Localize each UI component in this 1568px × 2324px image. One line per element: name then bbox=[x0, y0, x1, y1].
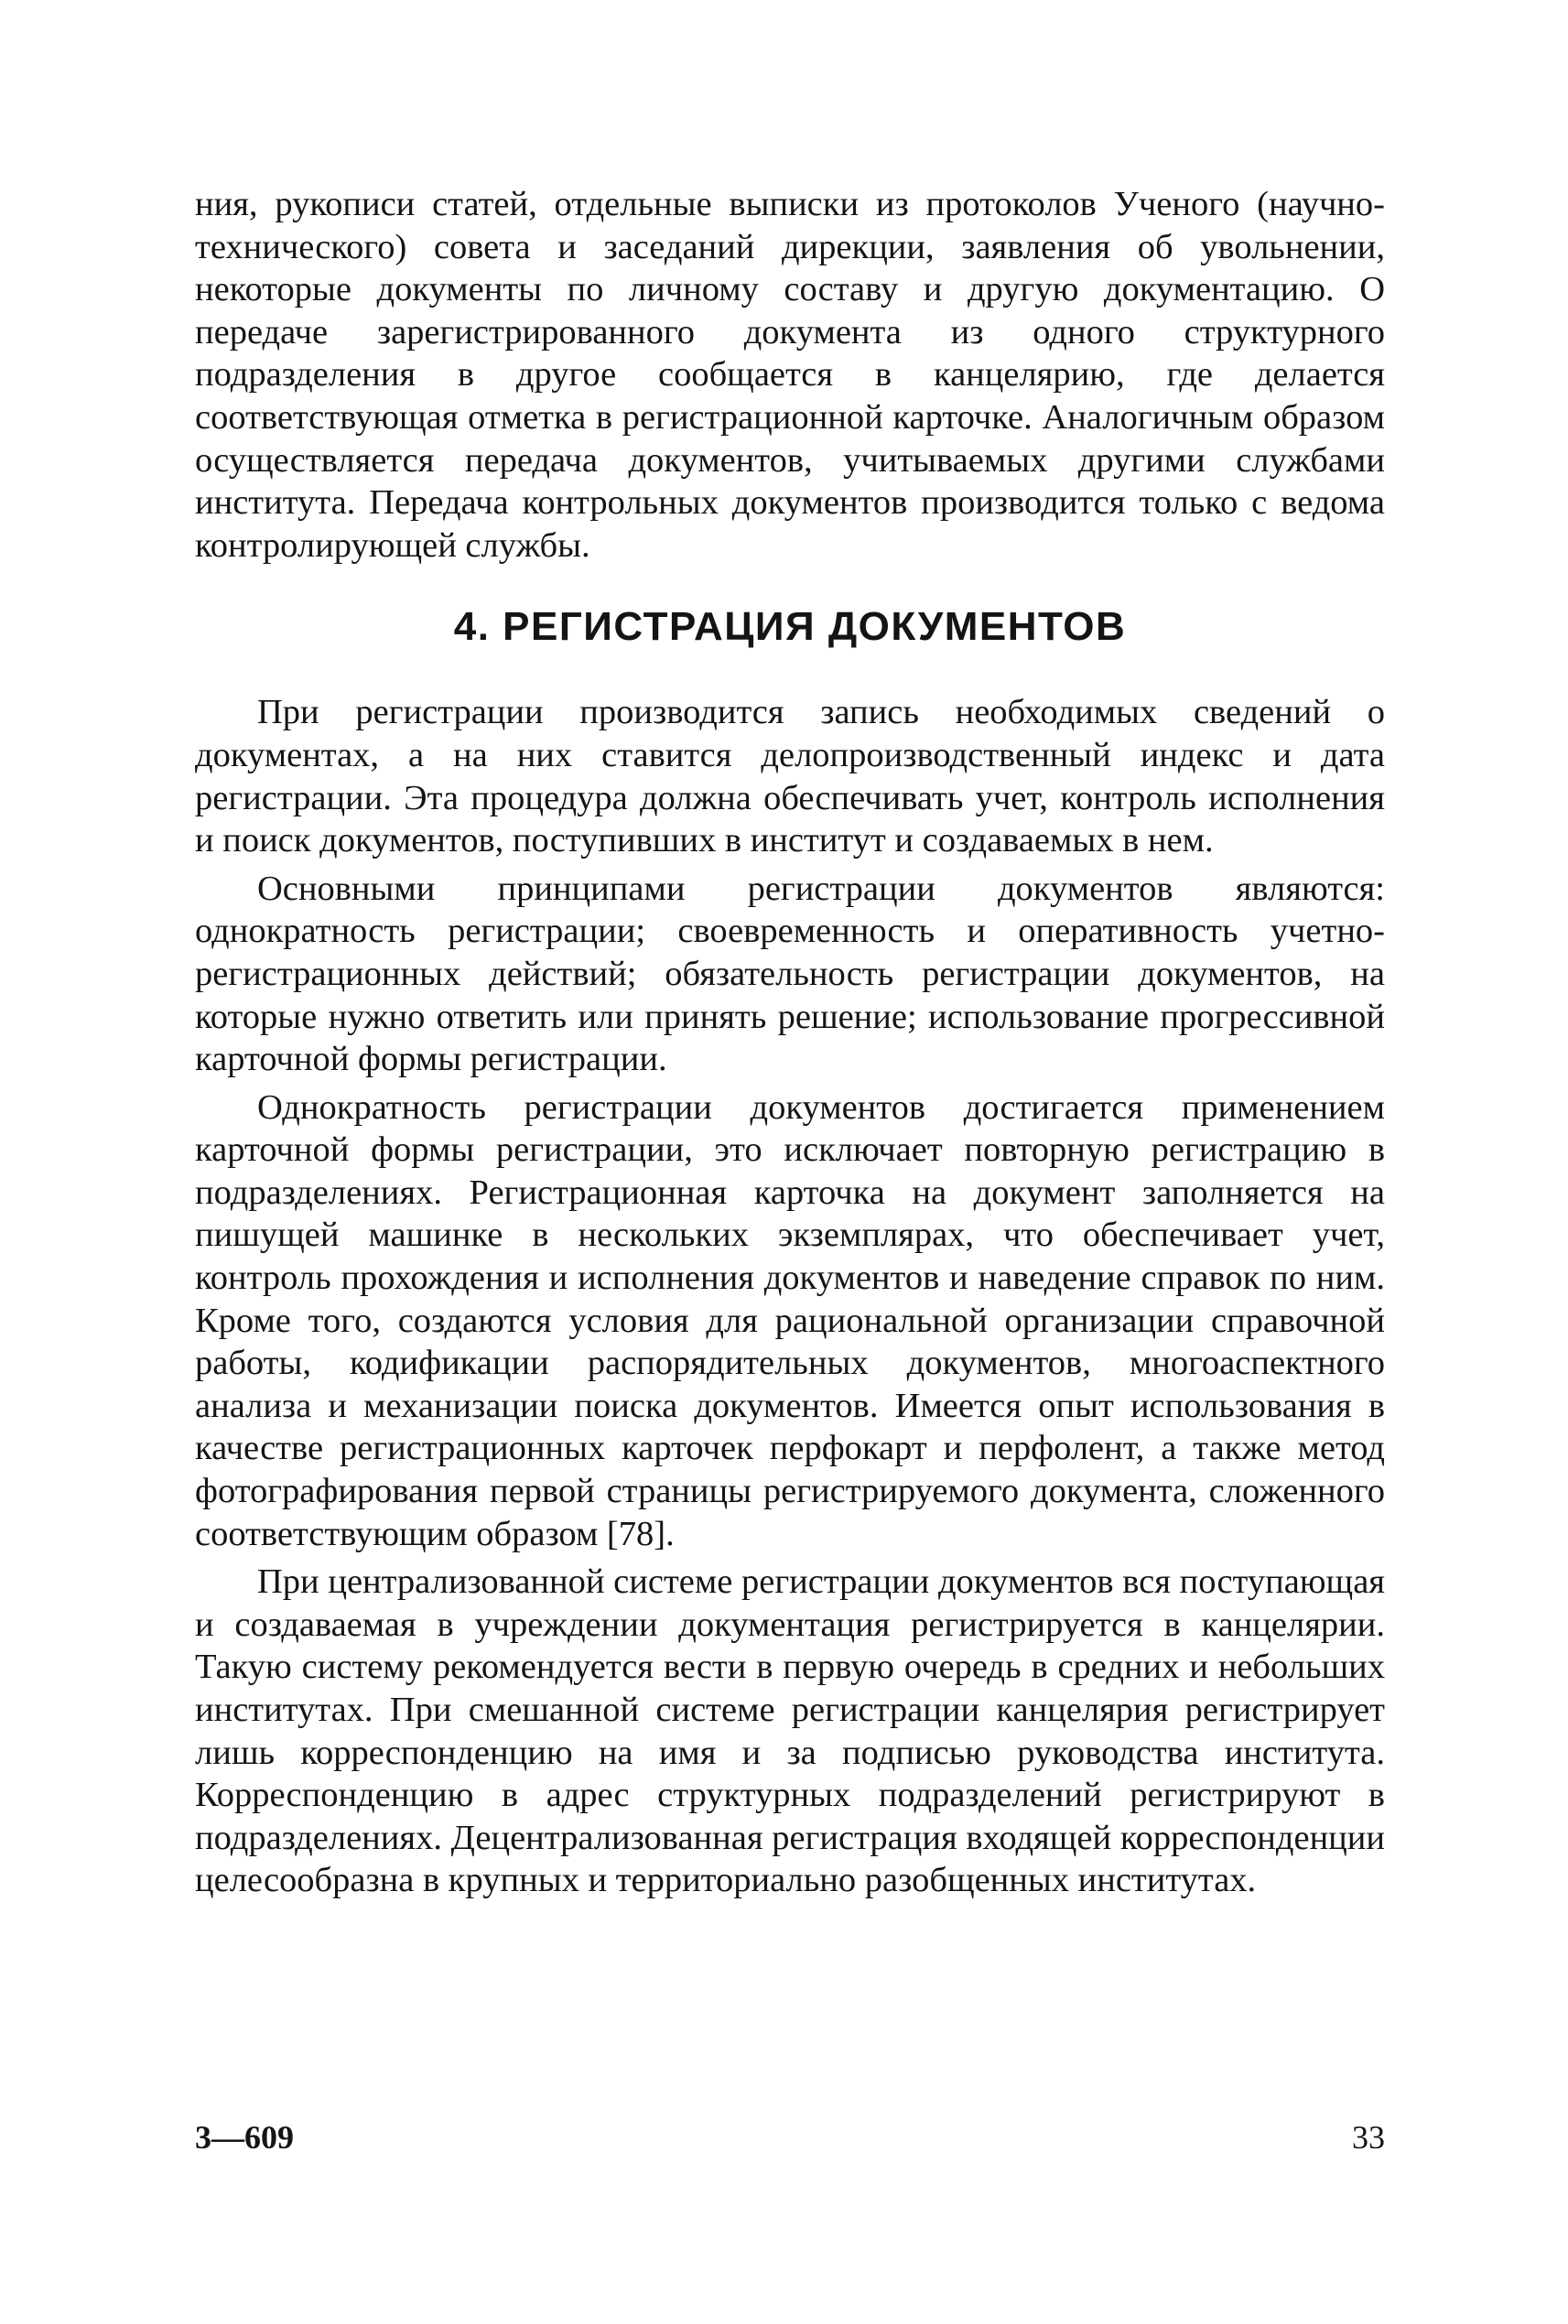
paragraph-2: Основными принципами регистрации документов являются: однократность регистрации; своевременность и оперативность учетно-регистрационных действий; обязательность регистрации документов, на которые нужно ответить или принять решение; использование прогрессивной карточной формы регистрации. bbox=[195, 869, 1385, 1079]
paragraph-1: При регистрации производится запись необходимых сведений о документах, а на них ставится делопроизводственный индекс и дата регистрации. Эта процедура должна обеспечивать учет, контроль исполнения и поиск документов, поступивших в институт и создаваемых в нем. bbox=[195, 693, 1385, 860]
paragraph-4: При централизованной системе регистрации документов вся поступающая и создаваемая в учреждении документация регистрируется в канцелярии. Такую систему рекомендуется вести в первую очередь в средних и небольших институтах. При смешанной системе регистрации канцелярия регистрирует лишь корреспонденцию на имя и за подписью руководства института. Корреспонденцию в адрес структурных подразделений регистрируют в подразделениях. Децентрализованная регистрация входящей корреспонденции целесообразна в крупных и территориально разобщенных институтах. bbox=[195, 1562, 1385, 1900]
printer-signature: 3—609 bbox=[195, 2119, 294, 2156]
paragraph-3: Однократность регистрации документов достигается применением карточной формы регистрации, это исключает повторную регистрацию в подразделениях. Регистрационная карточка на документ заполняется на пишущей машинке в нескольких экземплярах, что обеспечивает учет, контроль прохождения и исполнения документов и наведение справок по ним. Кроме того, создаются условия для рациональной организации справочной работы, кодификации распорядительных документов, многоаспектного анализа и механизации поиска документов. Имеется опыт использования в качестве регистрационных карточек перфокарт и перфолент, а также метод фотографирования первой страницы регистрируемого документа, сложенного соответствующим образом [78]. bbox=[195, 1087, 1385, 1553]
page-body bbox=[195, 183, 1385, 1902]
page-footer bbox=[195, 2114, 1385, 2160]
continuation-paragraph: ния, рукописи статей, отдельные выписки из протоколов Ученого (научно-технического) совета и заседаний дирекции, заявления об увольнении, некоторые документы по личному составу и другую документацию. О передаче зарегистрированного документа из одного структурного подразделения в другое сообщается в канцелярию, где делается соответствующая отметка в регистрационной карточке. Аналогичным образом осуществляется передача документов, учитываемых другими службами института. Передача контрольных документов производится только с ведома контролирующей службы. bbox=[195, 185, 1385, 565]
page-number: 33 bbox=[1352, 2119, 1385, 2156]
section-heading: 4. РЕГИСТРАЦИЯ ДОКУМЕНТОВ bbox=[453, 604, 1127, 650]
